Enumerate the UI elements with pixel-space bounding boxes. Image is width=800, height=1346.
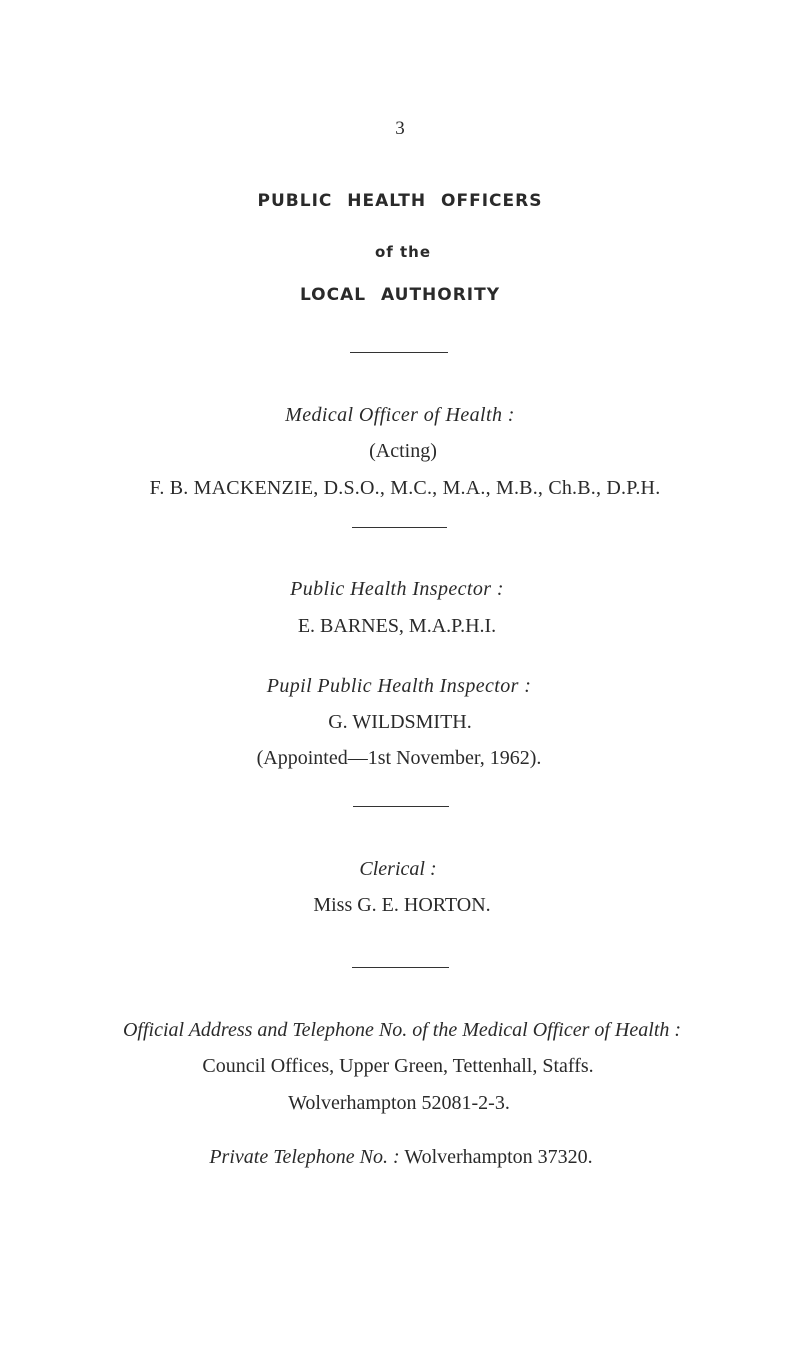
heading-of-the: of the [374,243,432,261]
clerical-name: Miss G. E. HORTON. [313,894,491,916]
divider-rule [352,527,447,528]
public-health-inspector-name: E. BARNES, M.A.P.H.I. [297,615,497,637]
heading-public-health-officers: PUBLIC HEALTH OFFICERS [257,191,543,211]
divider-rule [350,352,448,353]
private-telephone-value: Wolverhampton 37320. [404,1146,593,1168]
medical-officer-status: (Acting) [369,440,437,462]
private-telephone [1,1146,800,1169]
private-telephone-label: Private Telephone No. : [209,1146,400,1168]
page-number: 3 [395,118,405,139]
public-health-inspector-title: Public Health Inspector : [290,578,504,600]
clerical-title: Clerical : [359,858,437,880]
pupil-inspector-name: G. WILDSMITH. [328,711,472,733]
medical-officer-name: F. B. MACKENZIE, D.S.O., M.C., M.A., M.B., Ch.B., D.P.H. [149,477,661,499]
heading-local-authority: LOCAL AUTHORITY [299,285,501,305]
medical-officer-title: Medical Officer of Health : [285,404,515,426]
pupil-inspector-appointed: (Appointed—1st November, 1962). [256,747,542,769]
official-address-line: Council Offices, Upper Green, Tettenhall, Staffs. [202,1055,594,1077]
pupil-inspector-title: Pupil Public Health Inspector : [266,675,532,697]
divider-rule [353,806,449,807]
official-address-title: Official Address and Telephone No. of the Medical Officer of Health : [122,1019,682,1041]
official-telephone: Wolverhampton 52081-2-3. [288,1092,510,1114]
divider-rule [352,967,449,968]
